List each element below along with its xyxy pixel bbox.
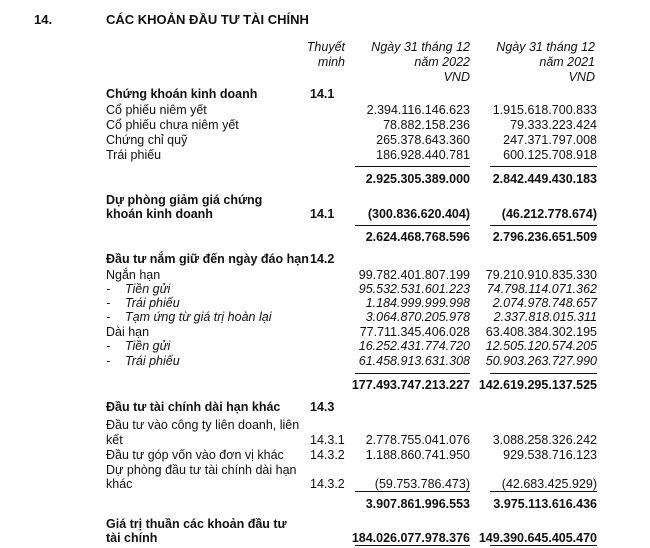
row-label: Dài hạn xyxy=(106,325,150,339)
row-value-2021: 142.619.295.137.525 xyxy=(478,378,597,392)
row-value-2022: 1.184.999.999.998 xyxy=(365,296,470,310)
row-label: Trái phiếu xyxy=(106,148,162,162)
row-value-2022: 2.394.116.146.623 xyxy=(366,103,470,117)
row-note: 14.2 xyxy=(310,252,335,266)
row-value-2021: 2.796.236.651.509 xyxy=(492,230,597,244)
header-note xyxy=(290,40,345,70)
row-value-2022: 99.782.401.807.199 xyxy=(358,268,470,282)
row-bullet: - xyxy=(106,339,111,353)
underline-1b xyxy=(490,166,597,167)
row-label: tài chính xyxy=(106,531,158,545)
row-value-2022: 186.928.440.781 xyxy=(376,148,470,162)
row-value-2021: (46.212.778.674) xyxy=(501,207,597,221)
row-note: 14.3.2 xyxy=(310,477,345,491)
row-value-2022: 16.252.431.774.720 xyxy=(358,339,470,353)
row-bullet: - xyxy=(106,282,111,296)
row-label: Dự phòng giảm giá chứng xyxy=(106,193,263,207)
row-label: Chứng khoán kinh doanh xyxy=(106,87,258,101)
row-value-2022: 2.778.755.041.076 xyxy=(365,433,470,447)
header-note-line2: minh xyxy=(317,55,345,69)
section-title: CÁC KHOẢN ĐẦU TƯ TÀI CHÍNH xyxy=(106,12,309,27)
underline-2 xyxy=(355,225,470,226)
row-bullet: - xyxy=(106,296,111,310)
row-label: Trái phiếu xyxy=(125,296,180,310)
row-bullet: - xyxy=(106,354,111,368)
header-col1-line1: Ngày 31 tháng 12 xyxy=(371,40,470,54)
row-value-2022: 3.064.870.205.978 xyxy=(365,310,470,324)
row-value-2021: 1.915.618.700.833 xyxy=(492,103,597,117)
row-value-2021: 2.842.449.430.183 xyxy=(492,172,597,186)
header-col1-line3: VND xyxy=(443,70,470,84)
row-value-2022: 2.624.468.768.596 xyxy=(365,230,470,244)
row-label: Cổ phiếu niêm yết xyxy=(106,103,207,117)
header-col2-line3: VND xyxy=(568,70,595,84)
row-label: Đầu tư nắm giữ đến ngày đáo hạn xyxy=(106,252,309,266)
row-value-2021: 79.333.223.424 xyxy=(510,118,597,132)
row-value-2022: 78.882.158.236 xyxy=(383,118,470,132)
row-note: 14.1 xyxy=(310,207,335,221)
header-note-line1: Thuyết xyxy=(306,40,345,54)
row-value-2021: 2.337.818.015.311 xyxy=(493,310,597,324)
row-label: Đầu tư góp vốn vào đơn vị khác xyxy=(106,448,284,462)
row-value-2021: 149.390.645.405.470 xyxy=(478,531,597,545)
row-label: Tiền gửi xyxy=(125,282,171,296)
row-value-2021: 600.125.708.918 xyxy=(503,148,597,162)
underline-3b xyxy=(490,373,597,374)
row-label: Cổ phiếu chưa niêm yết xyxy=(106,118,239,132)
total-double-line-a xyxy=(355,545,470,546)
underline-4b xyxy=(490,491,597,492)
row-label: Ngắn hạn xyxy=(106,268,161,282)
total-double-line-b xyxy=(490,545,597,546)
row-value-2022: 95.532.531.601.223 xyxy=(358,282,470,296)
row-value-2022: 184.026.077.978.376 xyxy=(351,531,470,545)
row-note: 14.3.2 xyxy=(310,448,345,462)
underline-2b xyxy=(490,225,597,226)
row-note: 14.3 xyxy=(310,400,335,414)
row-value-2021: (42.683.425.929) xyxy=(501,477,597,491)
row-value-2021: 74.798.114.071.362 xyxy=(486,282,597,296)
row-value-2021: 929.538.716.123 xyxy=(503,448,597,462)
row-note: 14.1 xyxy=(310,87,335,101)
row-value-2022: 177.493.747.213.227 xyxy=(351,378,470,392)
section-number: 14. xyxy=(34,12,53,27)
row-label: kết xyxy=(106,433,123,447)
header-col2-line1: Ngày 31 tháng 12 xyxy=(496,40,595,54)
row-value-2021: 247.371.797.008 xyxy=(503,133,597,147)
row-value-2021: 12.505.120.574.205 xyxy=(485,339,597,353)
row-label: khác xyxy=(106,477,133,491)
underline-4 xyxy=(355,491,470,492)
header-col1-line2: năm 2022 xyxy=(414,55,470,69)
row-value-2022: (59.753.786.473) xyxy=(374,477,470,491)
row-value-2021: 63.408.384.302.195 xyxy=(485,325,597,339)
row-value-2021: 50.903.263.727.990 xyxy=(485,354,597,368)
row-value-2021: 79.210.910.835.330 xyxy=(485,268,597,282)
row-value-2021: 3.975.113.616.436 xyxy=(493,497,597,511)
row-value-2022: 77.711.345.406.028 xyxy=(359,325,470,339)
row-value-2022: 3.907.861.996.553 xyxy=(365,497,470,511)
row-value-2022: 2.925.305.389.000 xyxy=(365,172,470,186)
header-col-2021 xyxy=(480,40,595,85)
underline-3 xyxy=(355,373,470,374)
row-value-2022: 1.188.860.741.950 xyxy=(365,448,470,462)
row-value-2022: (300.836.620.404) xyxy=(367,207,470,221)
row-label: Trái phiếu xyxy=(125,354,180,368)
row-label: Giá trị thuần các khoản đầu tư xyxy=(106,517,287,531)
row-label: Đầu tư tài chính dài hạn khác xyxy=(106,400,281,414)
header-col2-line2: năm 2021 xyxy=(539,55,595,69)
row-label: Tiền gửi xyxy=(125,339,171,353)
row-value-2022: 265.378.643.360 xyxy=(376,133,470,147)
row-bullet: - xyxy=(106,310,111,324)
row-label: khoán kinh doanh xyxy=(106,207,213,221)
row-label: Chứng chỉ quỹ xyxy=(106,133,188,147)
row-value-2021: 3.088.258.326.242 xyxy=(492,433,597,447)
header-col-2022 xyxy=(355,40,470,85)
row-label: Tạm ứng từ giá trị hoàn lại xyxy=(125,310,272,324)
row-label: Đầu tư vào công ty liên doanh, liên xyxy=(106,418,300,432)
row-note: 14.3.1 xyxy=(310,433,345,447)
row-value-2021: 2.074.978.748.657 xyxy=(492,296,597,310)
row-label: Dự phòng đầu tư tài chính dài hạn xyxy=(106,463,297,477)
underline-1 xyxy=(355,166,470,167)
row-value-2022: 61.458.913.631.308 xyxy=(358,354,470,368)
